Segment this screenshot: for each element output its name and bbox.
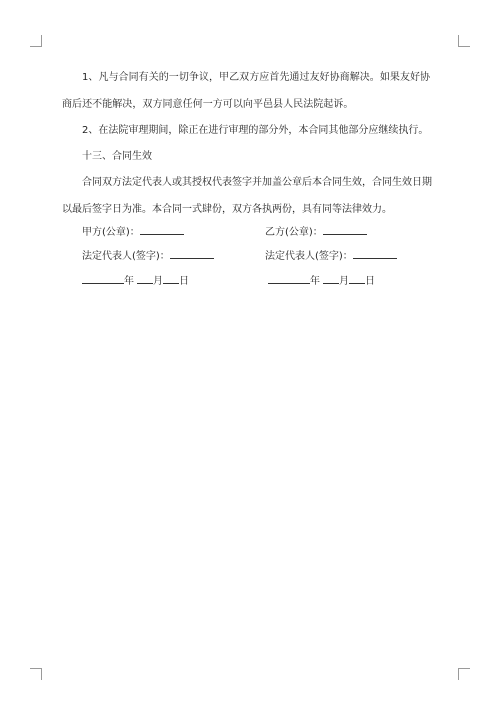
effect-paragraph: 合同双方法定代表人或其授权代表签字并加盖公章后本合同生效，合同生效日期以最后签字日为准。本合同一式肆份，双方各执两份，具有同等法律效力。 <box>62 177 432 215</box>
party-a-month-blank <box>137 273 153 284</box>
party-a-year-label: 年 <box>124 276 134 287</box>
party-b-year-label: 年 <box>310 276 320 287</box>
party-a-rep-label: 法定代表人(签字)： <box>82 251 170 262</box>
clause-2-paragraph: 2、在法院审理期间，除正在进行审理的部分外，本合同其他部分应继续执行。 <box>82 125 429 136</box>
party-a-year-blank <box>82 273 124 284</box>
party-a-day-blank <box>163 273 179 284</box>
crop-mark-top-left <box>30 35 42 47</box>
party-b-seal-label: 乙方(公章)： <box>265 227 323 238</box>
party-a-seal-blank <box>140 224 184 235</box>
party-b-month-label: 月 <box>339 276 349 287</box>
crop-mark-bottom-left <box>30 668 42 680</box>
party-b-date-line <box>268 273 375 289</box>
party-b-day-blank <box>349 273 365 284</box>
crop-mark-top-right <box>458 35 470 47</box>
party-a-rep-line <box>82 248 214 264</box>
crop-mark-bottom-right <box>458 668 470 680</box>
party-a-seal-line <box>82 224 184 240</box>
party-a-date-line <box>82 273 189 289</box>
party-b-rep-blank <box>353 248 397 259</box>
party-a-day-label: 日 <box>179 276 189 287</box>
party-b-rep-line <box>265 248 397 264</box>
party-b-rep-label: 法定代表人(签字)： <box>265 251 353 262</box>
section-heading: 十三、合同生效 <box>82 151 152 162</box>
party-a-rep-blank <box>170 248 214 259</box>
clause-1-paragraph: 1、凡与合同有关的一切争议，甲乙双方应首先通过友好协商解决。如果友好协商后还不能解决，双方同意任何一方可以向平邑县人民法院起诉。 <box>62 72 431 110</box>
party-b-month-blank <box>323 273 339 284</box>
party-b-seal-blank <box>323 224 367 235</box>
party-b-seal-line <box>265 224 367 240</box>
party-b-day-label: 日 <box>365 276 375 287</box>
party-a-seal-label: 甲方(公章)： <box>82 227 140 238</box>
party-a-month-label: 月 <box>153 276 163 287</box>
party-b-year-blank <box>268 273 310 284</box>
